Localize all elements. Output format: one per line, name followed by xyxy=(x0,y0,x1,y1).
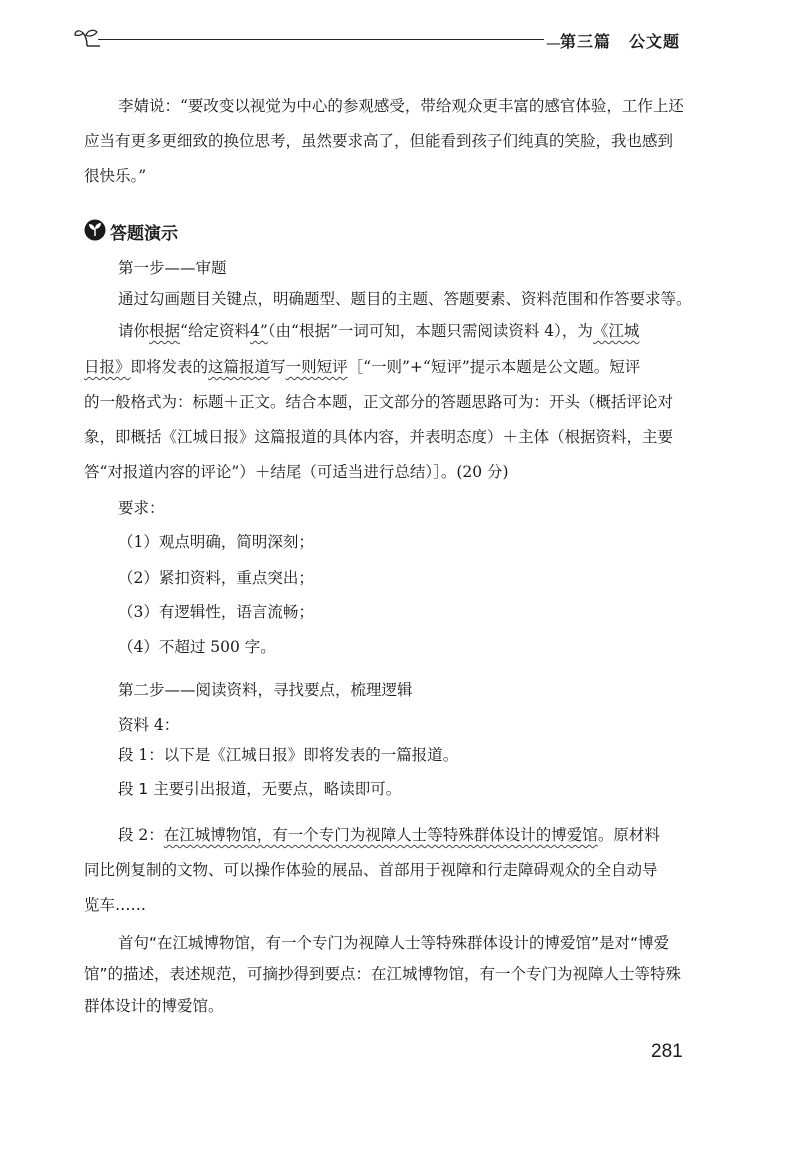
segment-1: 段 1：以下是《江城日报》即将发表的一篇报道。 xyxy=(118,746,459,764)
segment-2-line1 xyxy=(118,825,660,845)
step1-para2-line3: 的一般格式为：标题＋正文。结合本题，正文部分的答题思路可为：开头（概括评论对 xyxy=(84,393,674,411)
header-chapter: 第三篇 xyxy=(560,32,612,51)
analysis-line-2: 馆”的描述，表述规范，可摘抄得到要点：在江城博物馆，有一个专门为视障人士等特殊 xyxy=(84,965,682,983)
requirement-3: （3）有逻辑性，语言流畅； xyxy=(118,603,314,621)
requirement-1: （1）观点明确，简明深刻； xyxy=(118,533,314,551)
segment-2-line2: 同比例复制的文物、可以操作体验的展品、首部用于视障和行走障碍观众的全自动导 xyxy=(84,861,658,879)
underlined-keyword: 4” xyxy=(249,322,268,340)
header-dash: — xyxy=(546,34,561,52)
step1-para2-line1 xyxy=(118,321,639,341)
step1-title: 第一步——审题 xyxy=(118,259,227,277)
text-span: 段 2： xyxy=(118,826,164,844)
step1-para1: 通过勾画题目关键点，明确题型、题目的主题、答题要素、资料范围和作答要求等。 xyxy=(118,290,692,308)
step1-para2-line2 xyxy=(84,357,640,377)
step1-para2-line4: 象，即概括《江城日报》这篇报道的具体内容，并表明态度）＋主体（根据资料，主要 xyxy=(84,428,674,446)
underlined-keyword: 这篇报道 xyxy=(208,358,271,376)
leaf-badge-icon xyxy=(84,219,106,241)
text-span: ［“一则”+“短评”提示本题是公文题。短评 xyxy=(347,358,641,376)
section-title: 答题演示 xyxy=(110,224,178,244)
quote-line-2: 应当有更多更细致的换位思考，虽然要求高了，但能看到孩子们纯真的笑脸，我也感到 xyxy=(84,132,674,150)
text-span: 。原材料 xyxy=(597,826,660,844)
sprout-icon xyxy=(74,26,100,48)
quote-line-3: 很快乐。” xyxy=(84,167,147,185)
requirement-4: （4）不超过 500 字。 xyxy=(118,638,276,656)
running-header xyxy=(560,29,680,52)
header-rule xyxy=(98,39,544,40)
analysis-line-3: 群体设计的博爱馆。 xyxy=(84,997,224,1015)
text-span: （由“根据”一词可知，本题只需阅读资料 4），为 xyxy=(267,322,593,340)
underlined-key-sentence: 在江城博物馆，有一个专门为视障人士等特殊群体设计的博爱馆 xyxy=(163,826,598,844)
material-label: 资料 4： xyxy=(118,716,180,734)
underlined-keyword: 一则短评 xyxy=(285,358,348,376)
requirement-2: （2）紧扣资料，重点突出； xyxy=(118,569,314,587)
step2-title: 第二步——阅读资料，寻找要点，梳理逻辑 xyxy=(118,681,413,699)
underlined-keyword: 根据 xyxy=(149,322,181,340)
header-section: 公文题 xyxy=(629,32,681,51)
text-span: 即将发表的 xyxy=(130,358,209,376)
requirements-label: 要求： xyxy=(118,499,165,517)
underlined-keyword: 《江城 xyxy=(592,322,640,340)
text-span: 写 xyxy=(270,358,286,376)
page-number: 281 xyxy=(651,1041,683,1062)
analysis-line-1: 首句“在江城博物馆，有一个专门为视障人士等特殊群体设计的博爱馆”是对“博爱 xyxy=(118,934,670,952)
text-span: “给定资料 xyxy=(180,322,250,340)
segment-2-line3: 览车…… xyxy=(84,896,147,914)
text-span: 请你 xyxy=(118,322,150,340)
segment-1-note: 段 1 主要引出报道，无要点，略读即可。 xyxy=(118,780,402,798)
quote-line-1: 李婧说：“要改变以视觉为中心的参观感受，带给观众更丰富的感官体验，工作上还 xyxy=(118,97,684,115)
underlined-keyword: 日报》 xyxy=(84,358,131,376)
step1-para2-line5: 答“对报道内容的评论”）＋结尾（可适当进行总结）］。(20 分) xyxy=(84,463,509,481)
